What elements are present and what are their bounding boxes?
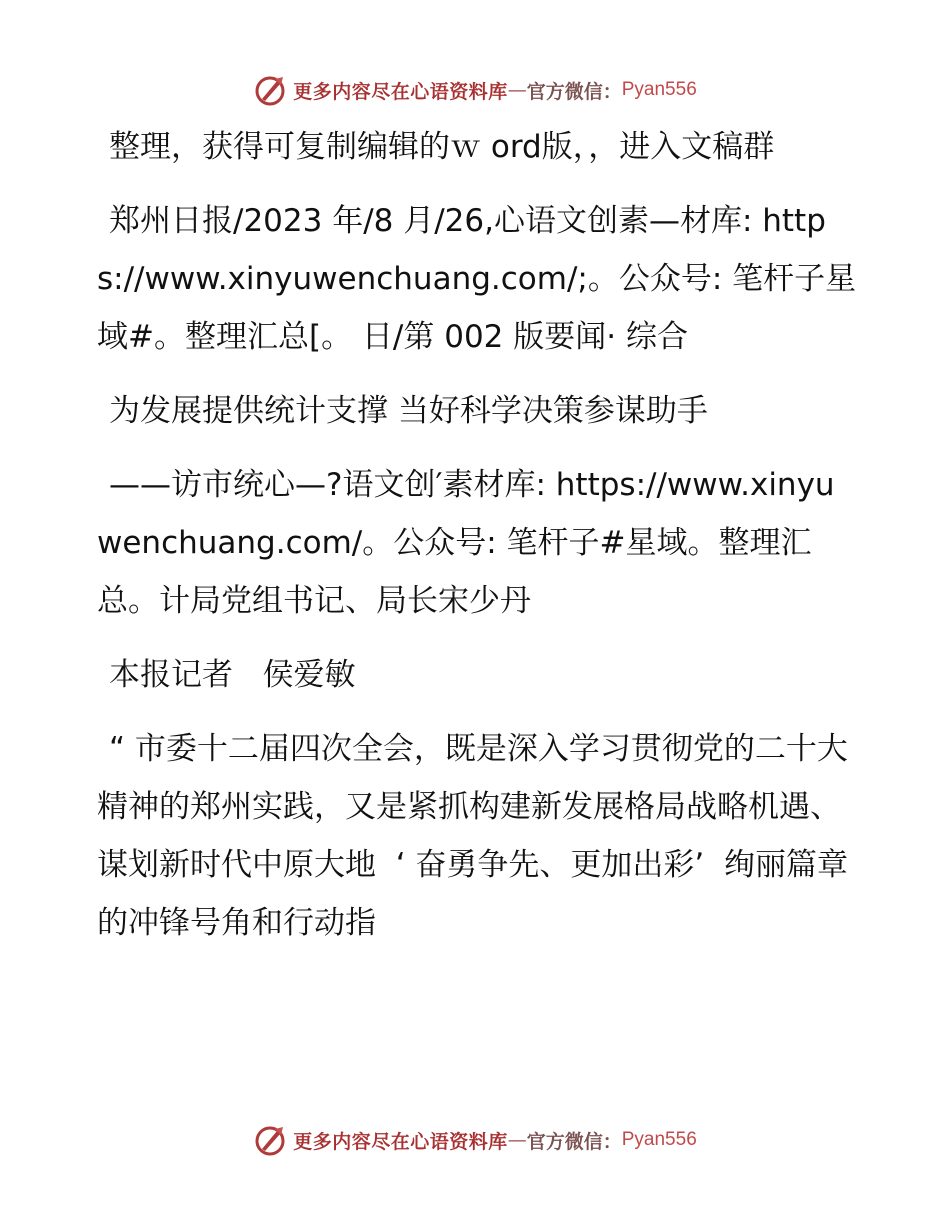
quill-circle-icon (253, 1123, 287, 1157)
banner-title: 更多内容尽在心语资料库 (293, 1130, 508, 1153)
banner-separator: — (507, 79, 527, 101)
reporter-line: 本报记者 侯爱敏 (109, 657, 356, 693)
banner-official-label: 官方微信： (526, 80, 622, 103)
article-subtitle: ——访市统心—?语文创′素材库: https://www.xinyuwenchuang.com/。公众号: 笔杆子#星域。整理汇总。计局党组书记、局长宋少丹 (97, 467, 835, 619)
banner-separator: — (507, 1129, 527, 1151)
banner-wechat-id: Pyan556 (621, 79, 697, 100)
footer-banner (0, 1120, 950, 1160)
paragraph-source: 郑州日报/2023 年/8 月/26,心语文创素—材库: https://www.xinyuwenchuang.com/;。公众号: 笔杆子星域#。整理汇总[。 日/第 002 版要闻· 综合 (97, 203, 857, 355)
banner-wechat-id: Pyan556 (621, 1129, 697, 1150)
quill-circle-icon (253, 73, 287, 107)
paragraph-intro: 整理，获得可复制编辑的ｗ ord版，，进入文稿群 (109, 129, 775, 165)
article-title: 为发展提供统计支撑 当好科学决策参谋助手 (109, 393, 708, 429)
banner-official-label: 官方微信： (526, 1130, 622, 1153)
paragraph-body: “ 市委十二届四次全会，既是深入学习贯彻党的二十大精神的郑州实践，又是紧抓构建新发展格局战略机遇、 谋划新时代中原大地 ‘ 奋勇争先、更加出彩’ 绚丽篇章的冲锋号角和行动指 (97, 731, 851, 941)
header-banner (0, 70, 950, 110)
banner-title: 更多内容尽在心语资料库 (293, 80, 508, 103)
document-body (97, 118, 857, 968)
